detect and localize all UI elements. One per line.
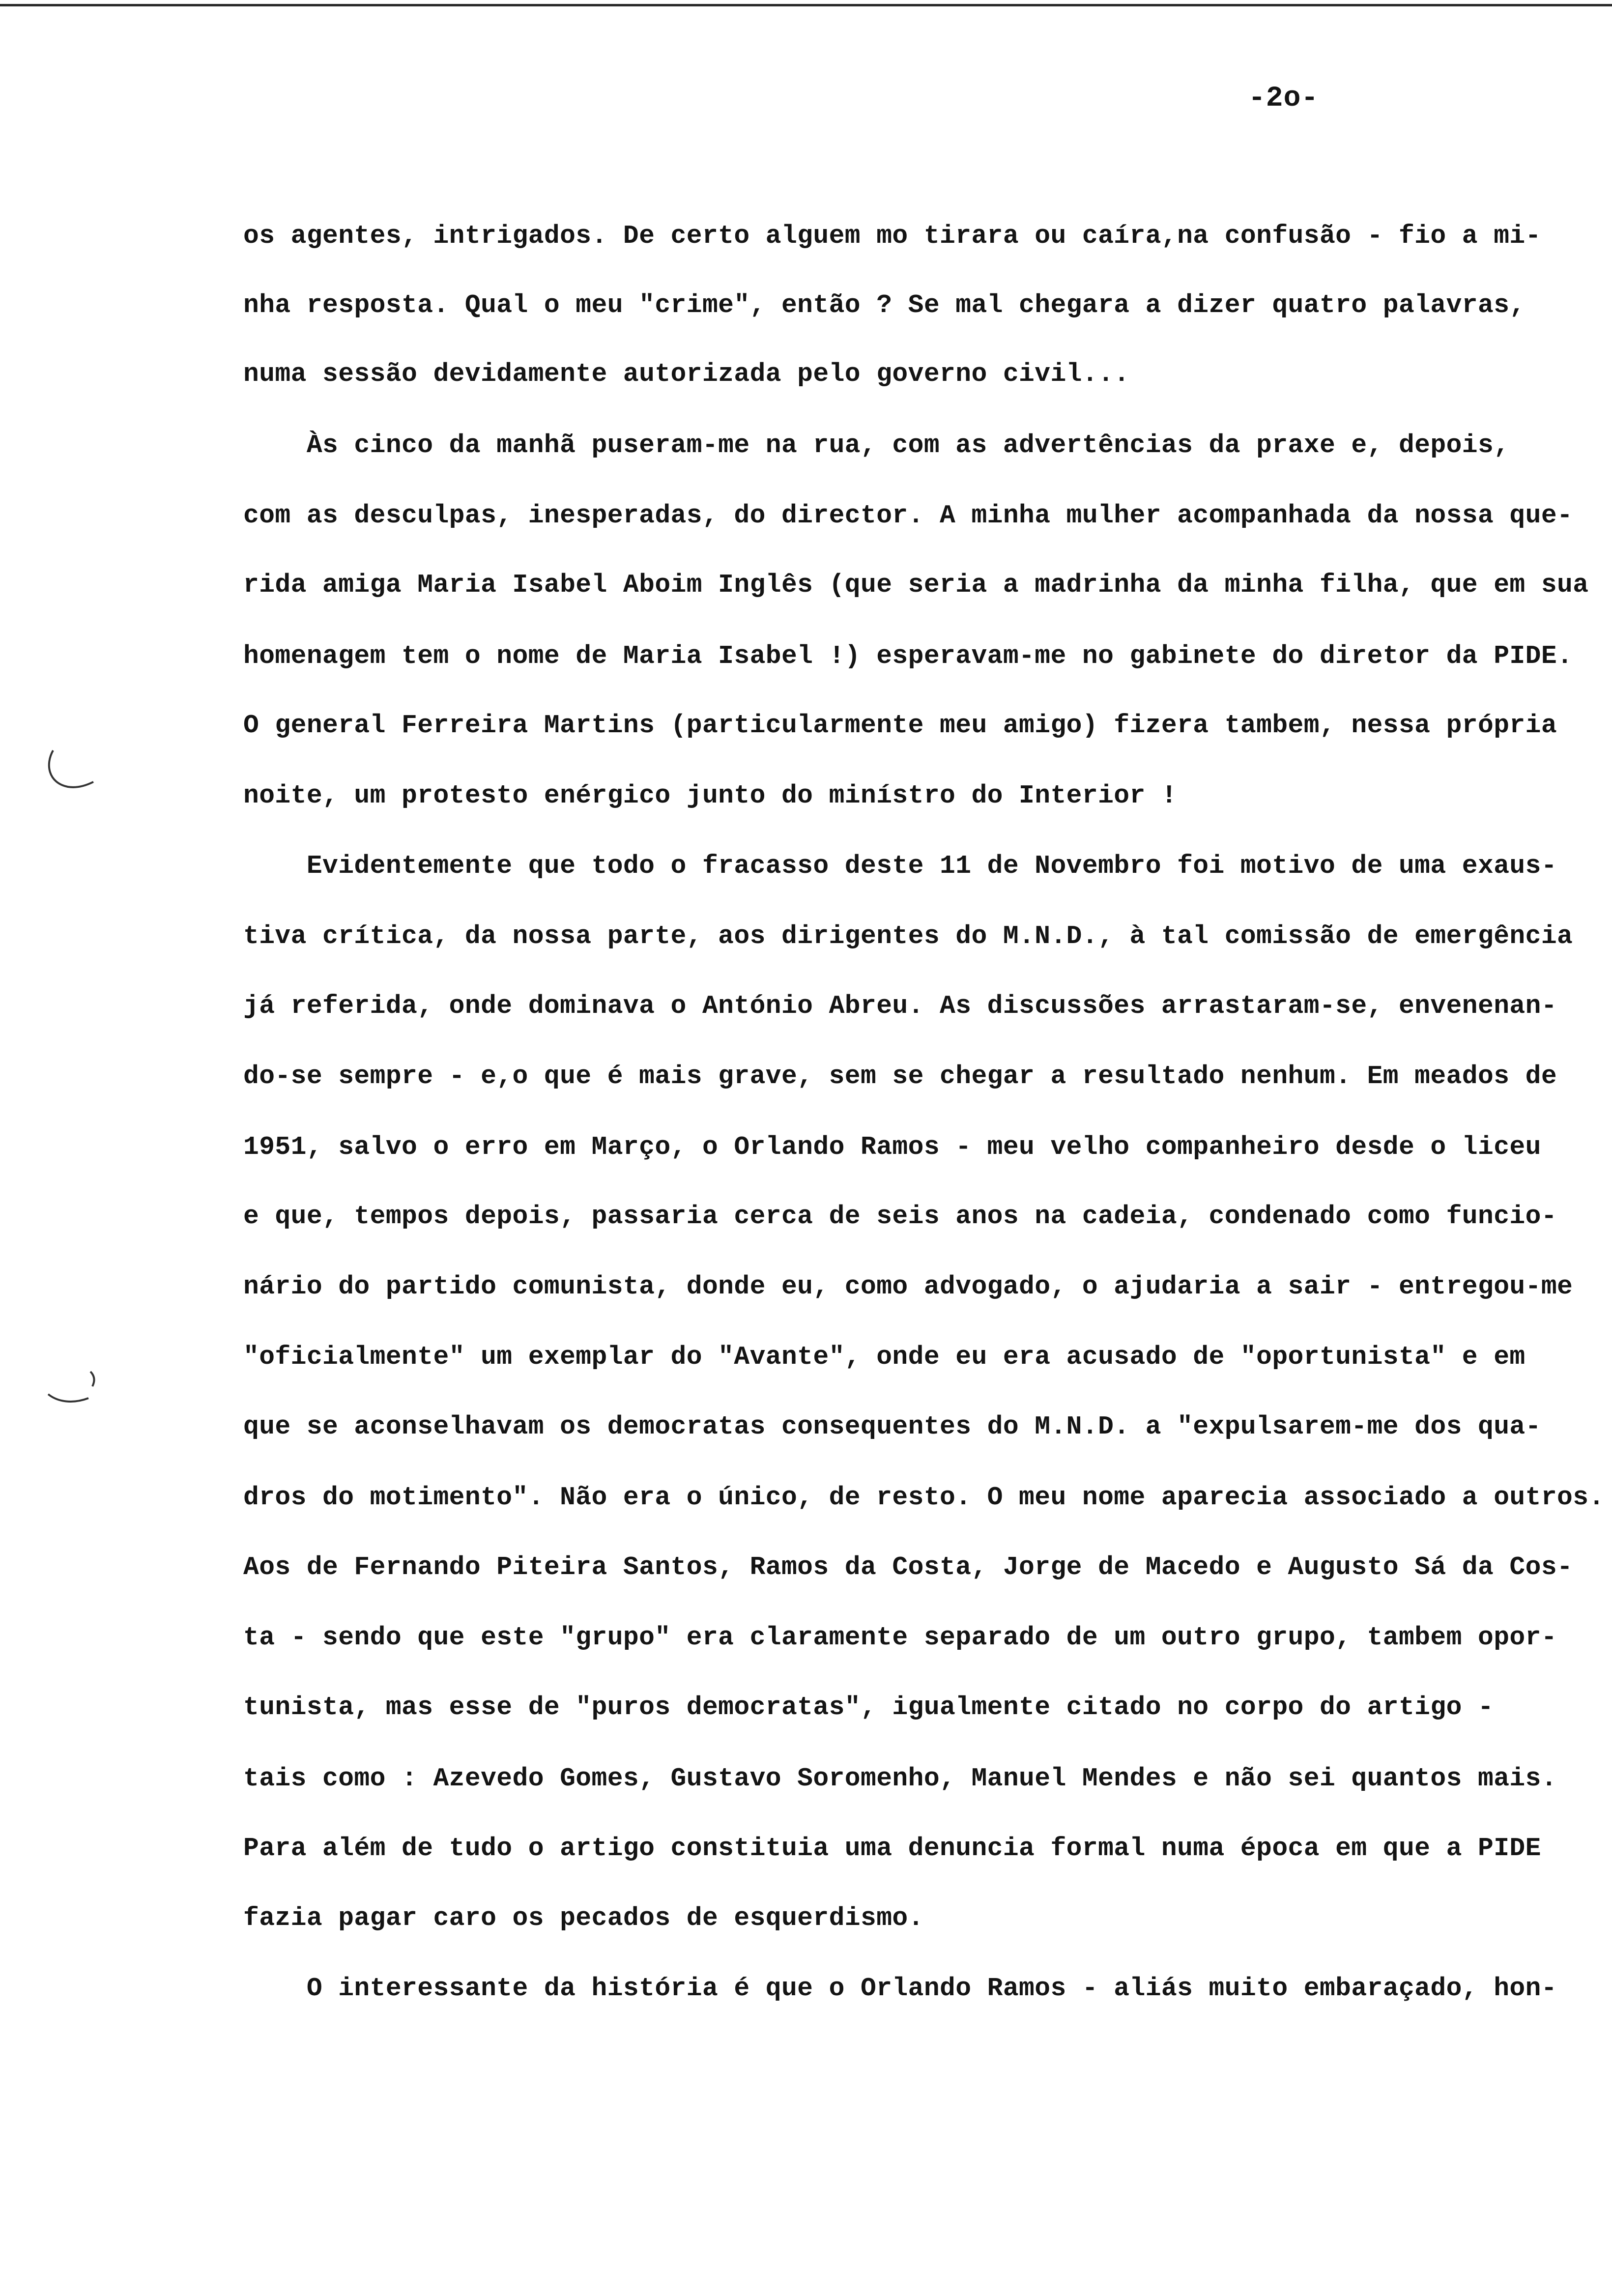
text-line-3: numa sessão devidamente autorizada pelo governo civil... [243,359,1130,389]
text-line-19: dros do motimento". Não era o único, de resto. O meu nome aparecia associado a outros. [243,1483,1605,1512]
text-line-5: com as desculpas, inesperadas, do director. A minha mulher acompanhada da nossa que- [243,501,1573,530]
text-line-2: nha resposta. Qual o meu "crime", então ? Se mal chegara a dizer quatro palavras, [243,290,1526,320]
text-line-8: O general Ferreira Martins (particularmente meu amigo) fizera tambem, nessa própria [243,711,1557,740]
text-line-16: nário do partido comunista, donde eu, como advogado, o ajudaria a sair - entregou-me [243,1272,1573,1301]
text-line-13: do-se sempre - e,o que é mais grave, sem se chegar a resultado nenhum. Em meados de [243,1062,1557,1091]
text-line-17: "oficialmente" um exemplar do "Avante", onde eu era acusado de "oportunista" e em [243,1342,1526,1372]
page-number: -2o- [1248,83,1319,115]
text-line-22: tunista, mas esse de "puros democratas", igualmente citado no corpo do artigo - [243,1693,1494,1722]
text-line-23: tais como : Azevedo Gomes, Gustavo Soromenho, Manuel Mendes e não sei quantos mais. [243,1764,1557,1793]
punch-hole-mark-lower [44,1364,98,1418]
top-scan-edge-rule [0,4,1612,6]
text-line-25: fazia pagar caro os pecados de esquerdismo. [243,1903,924,1933]
text-line-20: Aos de Fernando Piteira Santos, Ramos da Costa, Jorge de Macedo e Augusto Sá da Cos- [243,1552,1573,1582]
text-line-11: tiva crítica, da nossa parte, aos dirigentes do M.N.D., à tal comissão de emergência [243,921,1573,951]
text-line-24: Para além de tudo o artigo constituia uma denuncia formal numa época em que a PIDE [243,1834,1541,1863]
text-line-6: rida amiga Maria Isabel Aboim Inglês (que seria a madrinha da minha filha, que em sua [243,570,1589,600]
text-line-10: Evidentemente que todo o fracasso deste 11 de Novembro foi motivo de uma exaus- [243,851,1557,881]
text-line-18: que se aconselhavam os democratas consequentes do M.N.D. a "expulsarem-me dos qua- [243,1412,1541,1441]
text-line-26: O interessante da história é que o Orlando Ramos - aliás muito embaraçado, hon- [243,1974,1557,2003]
text-line-14: 1951, salvo o erro em Março, o Orlando Ramos - meu velho companheiro desde o liceu [243,1132,1541,1162]
punch-hole-mark-upper [44,745,98,799]
text-line-15: e que, tempos depois, passaria cerca de seis anos na cadeia, condenado como funcio- [243,1202,1557,1231]
text-line-7: homenagem tem o nome de Maria Isabel !) esperavam-me no gabinete do diretor da PIDE. [243,641,1573,671]
text-line-21: ta - sendo que este "grupo" era claramente separado de um outro grupo, tambem opor- [243,1623,1557,1652]
text-line-12: já referida, onde dominava o António Abreu. As discussões arrastaram-se, envenenan- [243,991,1557,1021]
text-line-1: os agentes, intrigados. De certo alguem mo tirara ou caíra,na confusão - fio a mi- [243,221,1541,251]
text-line-4: Às cinco da manhã puseram-me na rua, com as advertências da praxe e, depois, [243,430,1510,460]
text-line-9: noite, um protesto enérgico junto do minístro do Interior ! [243,781,1178,810]
